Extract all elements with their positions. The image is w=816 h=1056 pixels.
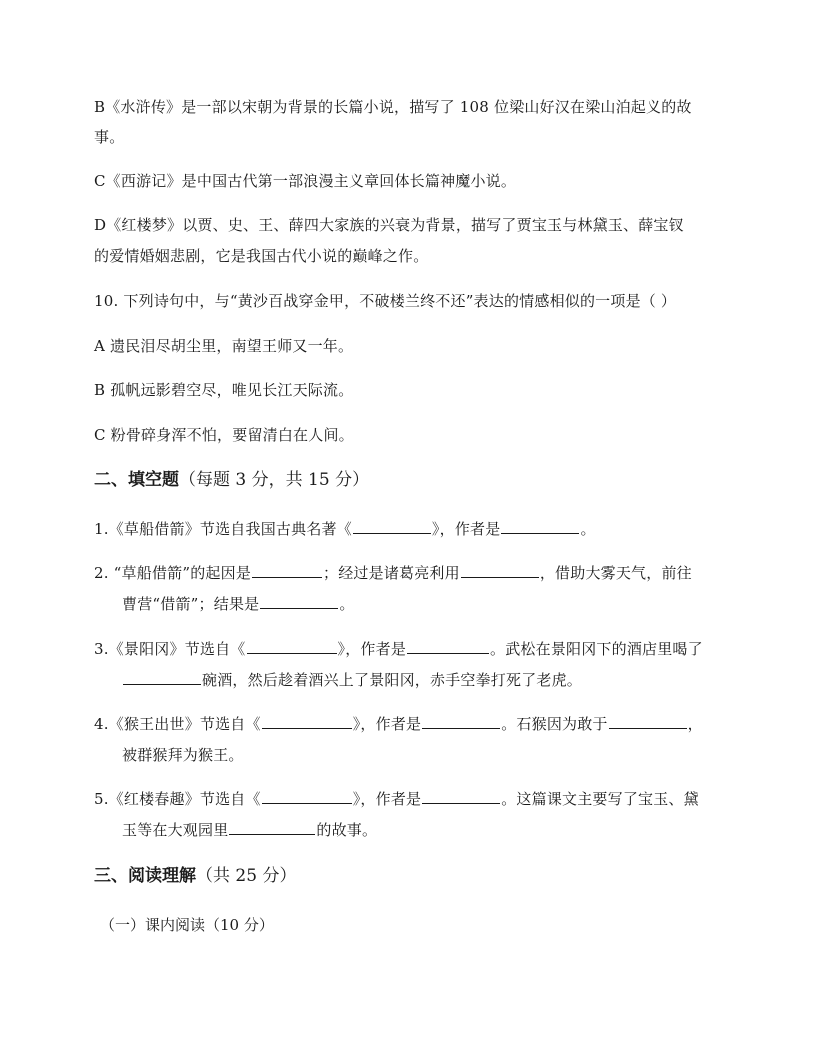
- answer-blank[interactable]: [247, 639, 337, 654]
- fill-question-3-line-2: [122, 670, 582, 690]
- section-2-heading: [94, 469, 369, 491]
- fill-question-4-text-1: 4.《猴王出世》节选自《: [94, 715, 261, 733]
- fill-question-3-line-1: [94, 639, 703, 659]
- option-b-line-1: B《水浒传》是一部以宋朝为背景的长篇小说，描写了 108 位梁山好汉在梁山泊起义的故: [94, 98, 692, 116]
- answer-blank[interactable]: [422, 789, 500, 804]
- fill-question-1-text-1: 1.《草船借箭》节选自我国古典名著《: [94, 520, 352, 538]
- fill-question-2-line-2: [122, 594, 355, 614]
- answer-blank[interactable]: [422, 714, 500, 729]
- fill-question-3-text-1: 3.《景阳冈》节选自《: [94, 640, 246, 658]
- fill-question-4-line-2: 被群猴拜为猴王。: [122, 746, 244, 764]
- fill-question-3-text-4: 碗酒，然后趁着酒兴上了景阳冈，赤手空拳打死了老虎。: [202, 671, 583, 689]
- fill-question-2-text-1: 2. “草船借箭”的起因是: [94, 564, 252, 582]
- answer-blank[interactable]: [260, 594, 338, 609]
- fill-question-5-line-2: [122, 820, 377, 840]
- fill-question-1-text-3: 。: [580, 520, 596, 538]
- fill-question-5-text-4: 玉等在大观园里: [122, 821, 229, 839]
- section-3-title: 三、阅读理解: [94, 866, 196, 886]
- fill-question-2-line-1: [94, 563, 692, 583]
- answer-blank[interactable]: [229, 820, 315, 835]
- question-10: 10. 下列诗句中，与“黄沙百战穿金甲，不破楼兰终不还”表达的情感相似的一项是（ ）: [94, 292, 677, 310]
- answer-blank[interactable]: [609, 714, 687, 729]
- fill-question-1-text-2: 》，作者是: [431, 520, 501, 538]
- fill-question-5-text-5: 的故事。: [316, 821, 378, 839]
- fill-question-2-text-4: 曹营“借箭”；结果是: [122, 595, 260, 613]
- answer-blank[interactable]: [123, 670, 201, 685]
- fill-question-5-text-1: 5.《红楼春趣》节选自《: [94, 790, 261, 808]
- option-d-line-1: D《红楼梦》以贾、史、王、薛四大家族的兴衰为背景，描写了贾宝玉与林黛玉、薛宝钗: [94, 216, 684, 234]
- answer-blank[interactable]: [501, 519, 579, 534]
- fill-question-5-line-1: [94, 789, 699, 809]
- answer-blank[interactable]: [262, 789, 352, 804]
- fill-question-3-text-2: 》，作者是: [337, 640, 407, 658]
- answer-blank[interactable]: [407, 639, 489, 654]
- section-3-subheading: （一）课内阅读（10 分）: [100, 916, 274, 934]
- fill-question-3-text-3: 。武松在景阳冈下的酒店里喝了: [490, 640, 703, 658]
- section-2-title: 二、填空题: [94, 470, 179, 490]
- fill-question-4-text-3: 。石猴因为敢于: [501, 715, 608, 733]
- answer-blank[interactable]: [262, 714, 352, 729]
- fill-question-4-text-2: 》，作者是: [352, 715, 422, 733]
- fill-question-5-text-3: 。这篇课文主要写了宝玉、黛: [501, 790, 699, 808]
- fill-question-4-line-1: [94, 714, 703, 734]
- option-d-line-2: 的爱情婚姻悲剧，它是我国古代小说的巅峰之作。: [94, 247, 429, 265]
- answer-blank[interactable]: [252, 563, 322, 578]
- section-3-note: （共 25 分）: [196, 866, 297, 886]
- fill-question-2-text-5: 。: [339, 595, 355, 613]
- fill-question-2-text-3: ，借助大雾天气，前往: [539, 564, 692, 582]
- answer-blank[interactable]: [461, 563, 539, 578]
- fill-question-2-text-2: ；经过是诸葛亮利用: [323, 564, 460, 582]
- fill-question-4-text-4: ，: [687, 715, 703, 733]
- section-3-heading: [94, 865, 296, 887]
- question-10-option-b: B 孤帆远影碧空尽，唯见长江天际流。: [94, 381, 354, 399]
- fill-question-5-text-2: 》，作者是: [352, 790, 422, 808]
- section-2-note: （每题 3 分，共 15 分）: [179, 470, 370, 490]
- fill-question-1: [94, 519, 596, 539]
- question-10-option-c: C 粉骨碎身浑不怕，要留清白在人间。: [94, 426, 354, 444]
- option-c-line: C《西游记》是中国古代第一部浪漫主义章回体长篇神魔小说。: [94, 172, 517, 190]
- option-b-line-2: 事。: [94, 128, 125, 146]
- question-10-option-a: A 遗民泪尽胡尘里，南望王师又一年。: [94, 337, 354, 355]
- answer-blank[interactable]: [353, 519, 431, 534]
